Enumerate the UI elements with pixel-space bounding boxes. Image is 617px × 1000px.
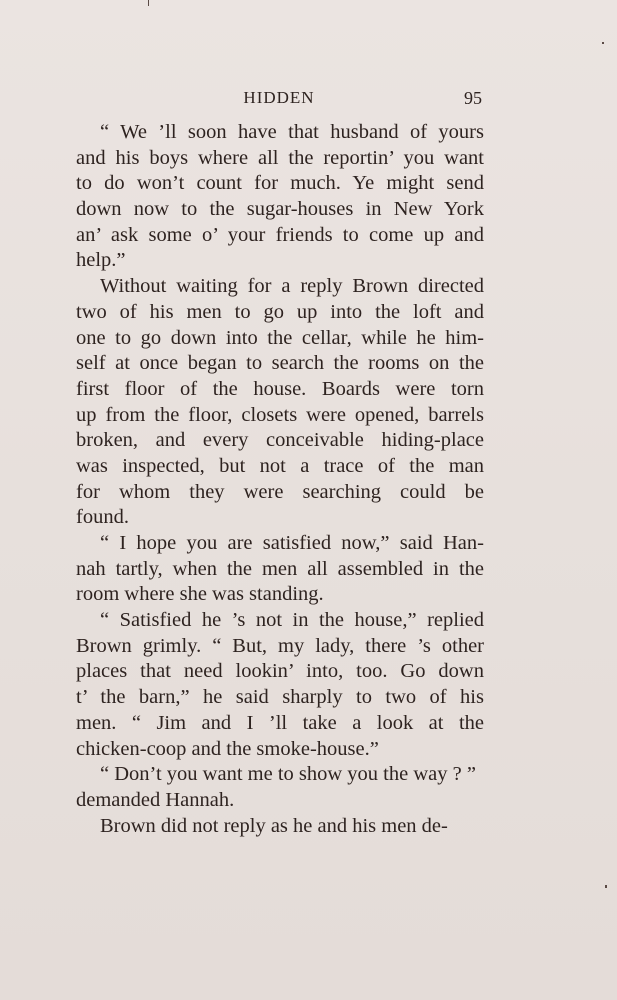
text-line: room where she was standing. [76, 583, 324, 606]
text-line: found. [76, 506, 129, 529]
text-line: down now to the sugar-houses in New York [76, 198, 484, 221]
text-line: men. “ Jim and I ’ll take a look at the [76, 711, 484, 734]
text-line: up from the floor, closets were opened, barrels [76, 403, 484, 426]
page-number: 95 [464, 88, 482, 108]
text-line: nah tartly, when the men all assembled in the [76, 557, 484, 580]
text-line: Without waiting for a reply Brown directed [100, 275, 484, 298]
text-line: first floor of the house. Boards were torn [76, 377, 484, 400]
text-line: an’ ask some o’ your friends to come up and [76, 223, 484, 246]
text-line: help.” [76, 249, 126, 272]
text-line: was inspected, but not a trace of the man [76, 454, 484, 477]
running-head [76, 86, 482, 112]
text-line: “ Satisfied he ’s not in the house,” replied [100, 609, 484, 632]
text-line: chicken-coop and the smoke-house.” [76, 737, 379, 760]
text-line: t’ the barn,” he said sharply to two of his [76, 686, 484, 709]
top-edge-mark [148, 0, 149, 6]
text-line: Brown did not reply as he and his men de- [100, 814, 448, 837]
text-line: places that need lookin’ into, too. Go down [76, 660, 484, 683]
text-line: “ Don’t you want me to show you the way ? ” [100, 763, 476, 786]
text-line: self at once began to search the rooms on the [76, 352, 484, 375]
chapter-title: HIDDEN [243, 88, 315, 107]
text-line: two of his men to go up into the loft and [76, 300, 484, 323]
text-line: Brown grimly. “ But, my lady, there ’s other [76, 634, 484, 657]
text-line: “ We ’ll soon have that husband of yours [100, 121, 484, 143]
text-line: for whom they were searching could be [76, 480, 484, 503]
text-line: broken, and every conceivable hiding-place [76, 429, 484, 452]
text-line: “ I hope you are satisfied now,” said Han- [100, 532, 484, 554]
text-line: one to go down into the cellar, while he him- [76, 326, 484, 349]
right-margin-dot [605, 885, 607, 888]
body-text [76, 120, 484, 839]
text-line: demanded Hannah. [76, 788, 235, 811]
right-edge-dot [602, 42, 604, 44]
text-line: to do won’t count for much. Ye might send [76, 172, 484, 195]
text-line: and his boys where all the reportin’ you want [76, 146, 484, 169]
